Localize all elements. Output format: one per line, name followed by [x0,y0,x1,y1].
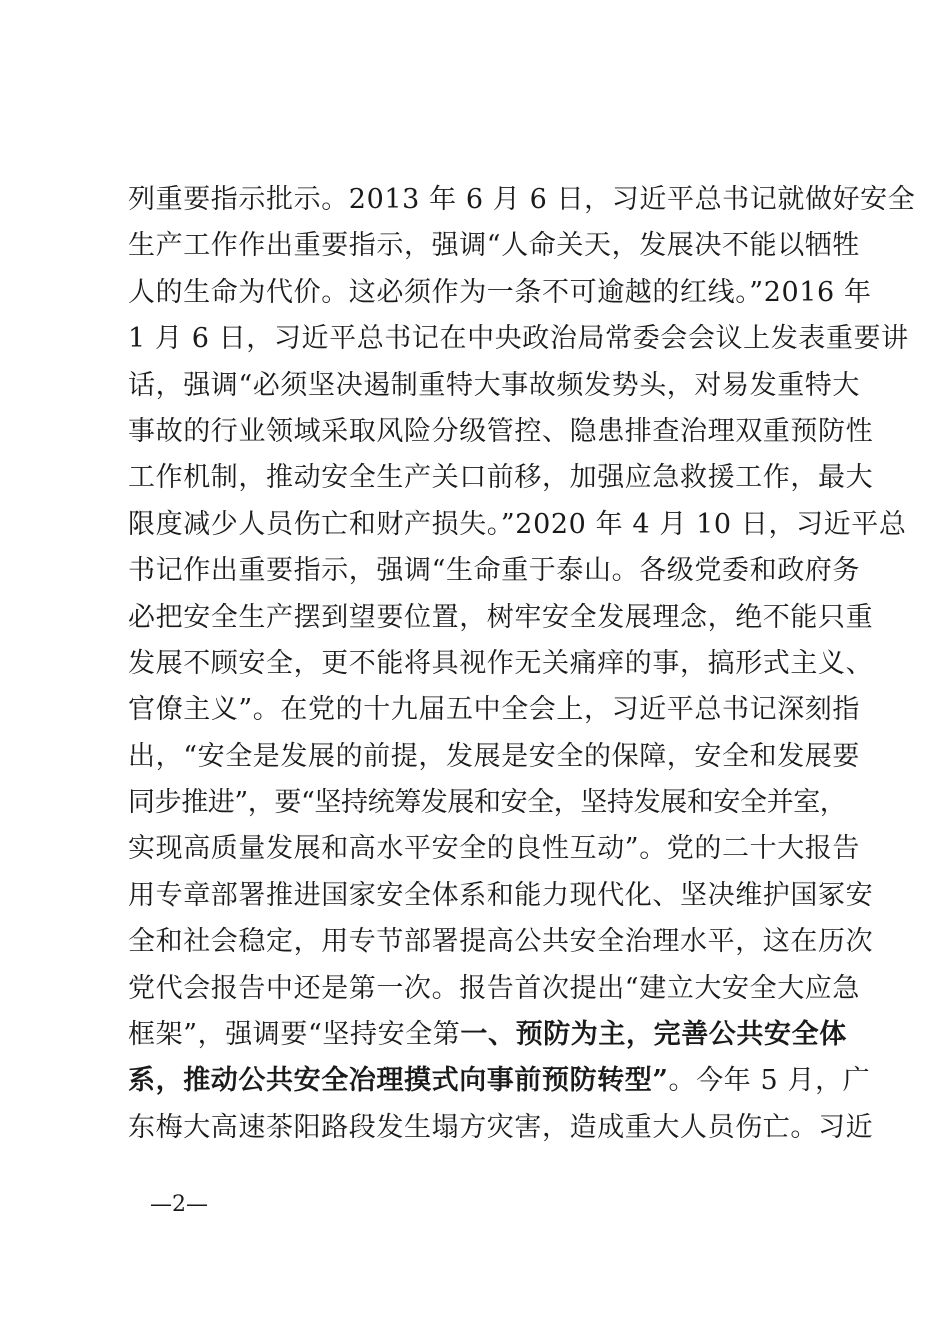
text-line-20 [128,1058,871,1104]
text-line-3: 人的生命为代价。这必须作为一条不可逾越的红线。”2016 年 [128,276,872,308]
text-line-5: 话，强调“必须坚决遏制重特大事故频发势头，对易发重特大 [128,369,861,401]
text-line-2: 生产工作作出重要指示，强调“人命关天，发展决不能以牺牲 [128,230,861,262]
text-line-21: 东梅大高速茶阳路段发生塌方灾害，造成重大人员伤亡。习近 [128,1111,874,1143]
text-line-16: 用专章部署推进国家安全体系和能力现代化、坚决维护国冢安 [128,879,874,911]
text-line-17: 全和社会稳定，用专节部署提高公共安全治理水平，这在历次 [128,926,874,958]
text-line-9: 书记作出重要指示，强调“生命重于泰山。各级党委和政府务 [128,555,861,587]
text-line-8: 限度减少人员伤亡和财产损失。”2020 年 4 月 10 日，习近平总 [128,508,907,540]
text-line-19 [128,1012,847,1058]
text-line-10: 必把安全生产摆到望要位置，树牢安全发展理念，绝不能只重 [128,601,874,633]
text-line-14: 同步推进”，要“坚持统筹发展和安全，坚持发展和安全并室， [128,787,847,819]
text-line-4: 1 月 6 日，习近平总书记在中央政治局常委会会议上发表重要讲 [128,323,909,355]
text-line-20-bold: 系，推动公共安全冶理摸式向事前预防转型” [128,1065,669,1097]
page-number: —2— [150,1192,208,1217]
text-line-6: 事故的行业领域采取风险分级管控、隐患排查治理双重预防性 [128,415,874,447]
text-line-12: 官僚主义”。在党的十九届五中全会上，习近平总书记深刻指 [128,694,861,726]
text-line-11: 发展不顾安全，更不能将具视作无关痛痒的事，搞形式主义、 [128,647,874,679]
text-line-19-bold: 一、预防为主，完善公共安全体 [460,1019,847,1051]
text-line-1: 列重要指示批示。2013 年 6 月 6 日，习近平总书记就做好安全 [128,184,916,215]
text-line-19-normal: 框架”，强调要“坚持安全第 [128,1019,461,1051]
text-line-7: 工作机制，推动安全生产关口前移，加强应急救援工作，最大 [128,462,874,494]
text-line-20-normal: 。今年 5 月，广 [668,1065,871,1097]
text-line-15: 实现高质量发展和高水平安全的良性互动”。党的二十大报告 [128,833,861,865]
body-text [128,177,916,1151]
text-line-13: 出，“安全是发展的前提，发展是安全的保障，安全和发展要 [128,740,861,772]
text-line-18: 党代会报告中还是第一次。报告首次提出“建立大安全大应急 [128,972,861,1004]
